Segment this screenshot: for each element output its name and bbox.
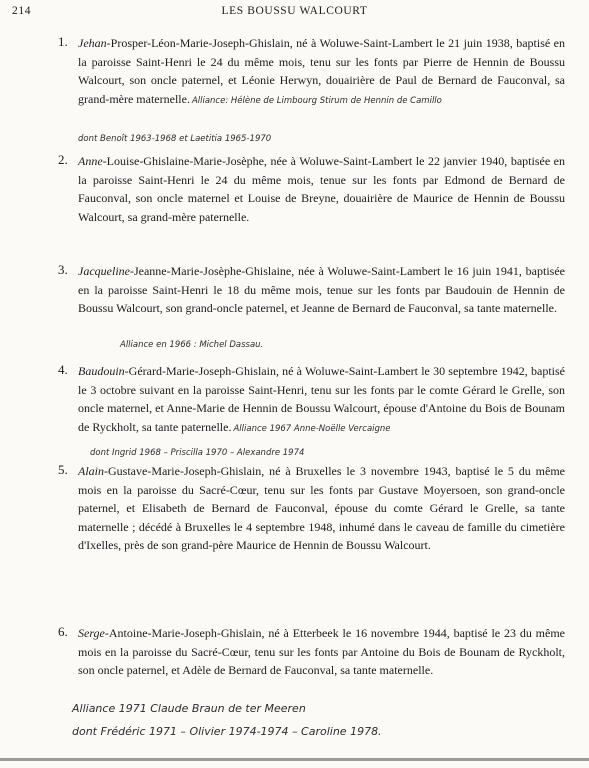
scan-edge-line: [0, 758, 589, 761]
entry-body: -Antoine-Marie-Joseph-Ghislain, né à Etterbeek le 16 novembre 1944, baptisé le 23 du même mois en la paroisse du Sacré-Cœur, tenu sur les fonts par Antoine du Bois de Bounam de Ryckholt, son oncle paternel, et Adèle de Bernard de Fauconval, sa tante maternelle.: [78, 626, 565, 678]
page-number: 214: [12, 5, 32, 17]
entry-body: -Gérard-Marie-Joseph-Ghislain, né à Woluwe-Saint-Lambert le 30 septembre 1942, baptisé le 3 octobre suivant en la paroisse Saint-Henri, tenu sur les fonts par le comte Gérard le Grelle, son oncle maternel, et Anne-Marie de Hennin de Boussu Walcourt, épouse d'Antoine du Bois de Bounam de Ryckholt, sa tante paternelle.: [78, 364, 565, 434]
entry-body: -Jeanne-Marie-Josèphe-Ghislaine, née à Woluwe-Saint-Lambert le 16 juin 1941, baptisée en la paroisse Saint-Henri le 18 du même mois, tenue sur les fonts par Baudouin de Hennin de Boussu Walcourt, son grand-oncle paternel, et Jeanne de Bernard de Fauconval, sa tante maternelle.: [78, 264, 565, 316]
running-title: LES BOUSSU WALCOURT: [221, 5, 368, 17]
entry-number: 1.: [58, 34, 68, 49]
handwritten-note-line: dont Benoît 1963-1968 et Laetitia 1965-1970: [78, 134, 272, 144]
entry-number: 2.: [58, 152, 68, 167]
entry-2: [60, 152, 565, 226]
entry-4: [58, 362, 565, 458]
entry-text: [78, 262, 565, 318]
first-name: Anne: [78, 154, 103, 168]
entry-body: -Gustave-Marie-Joseph-Ghislain, né à Bruxelles le 3 novembre 1943, baptisé le 5 du même mois en la paroisse du Sacré-Cœur, tenu sur les fonts par Gustave Moyersoen, son grand-oncle paternel, et Elisabeth de Bernard de Fauconval, épouse du comte Gérard le Grelle, sa tante maternelle ; décédé à Bruxelles le 4 septembre 1948, inhumé dans le caveau de famille du cimetière d'Ixelles, près de son grand-père Maurice de Hennin de Boussu Walcourt.: [78, 464, 565, 553]
first-name: Jacqueline: [78, 264, 130, 278]
handwritten-note: Alliance 1967 Anne-Noëlle Vercaigne: [233, 423, 391, 434]
entry-number: 6.: [58, 624, 68, 639]
entry-1: [58, 34, 565, 144]
entry-text: [78, 34, 565, 110]
page-header: [12, 5, 577, 21]
entry-text: [78, 152, 565, 226]
handwritten-note-line: Alliance en 1966 : Michel Dassau.: [120, 340, 264, 350]
first-name: Baudouin: [78, 364, 125, 378]
entry-text: [78, 624, 565, 680]
entry-body: -Louise-Ghislaine-Marie-Josèphe, née à Woluwe-Saint-Lambert le 22 janvier 1940, baptisée en la paroisse Saint-Henri le 24 du même mois, tenue sur les fonts par Edmond de Bernard de Fauconval, son oncle maternel et Louise de Breyne, douairière de Maurice de Hennin de Boussu Walcourt, sa grand-mère paternelle.: [78, 154, 565, 224]
first-name: Serge: [78, 626, 105, 640]
handwritten-note: Alliance: Hélène de Limbourg Stirum de Hennin de Camillo: [191, 95, 442, 106]
first-name: Jehan: [78, 36, 107, 50]
handwritten-note-line: Alliance 1971 Claude Braun de ter Meeren: [72, 702, 306, 715]
entry-number: 3.: [58, 262, 68, 277]
entry-number: 5.: [58, 462, 68, 477]
first-name: Alain: [78, 464, 104, 478]
entry-3: [58, 262, 565, 350]
handwritten-note-line: dont Ingrid 1968 – Priscilla 1970 – Alexandre 1974: [90, 448, 305, 458]
entry-text: [78, 362, 565, 438]
entry-6: [58, 624, 565, 738]
entry-body: -Prosper-Léon-Marie-Joseph-Ghislain, né à Woluwe-Saint-Lambert le 21 juin 1938, baptisé en la paroisse Saint-Henri le 24 du même mois, tenu sur les fonts par Pierre de Hennin de Boussu Walcourt, son oncle paternel, et Léonie Herwyn, douairière de Paul de Bernard de Fauconval, sa grand-mère maternelle.: [78, 36, 565, 106]
entry-5: [60, 462, 565, 555]
entry-text: [78, 462, 565, 555]
handwritten-note-line-2: dont Frédéric 1971 – Olivier 1974-1974 – Caroline 1978.: [72, 725, 382, 738]
entry-number: 4.: [58, 362, 68, 377]
